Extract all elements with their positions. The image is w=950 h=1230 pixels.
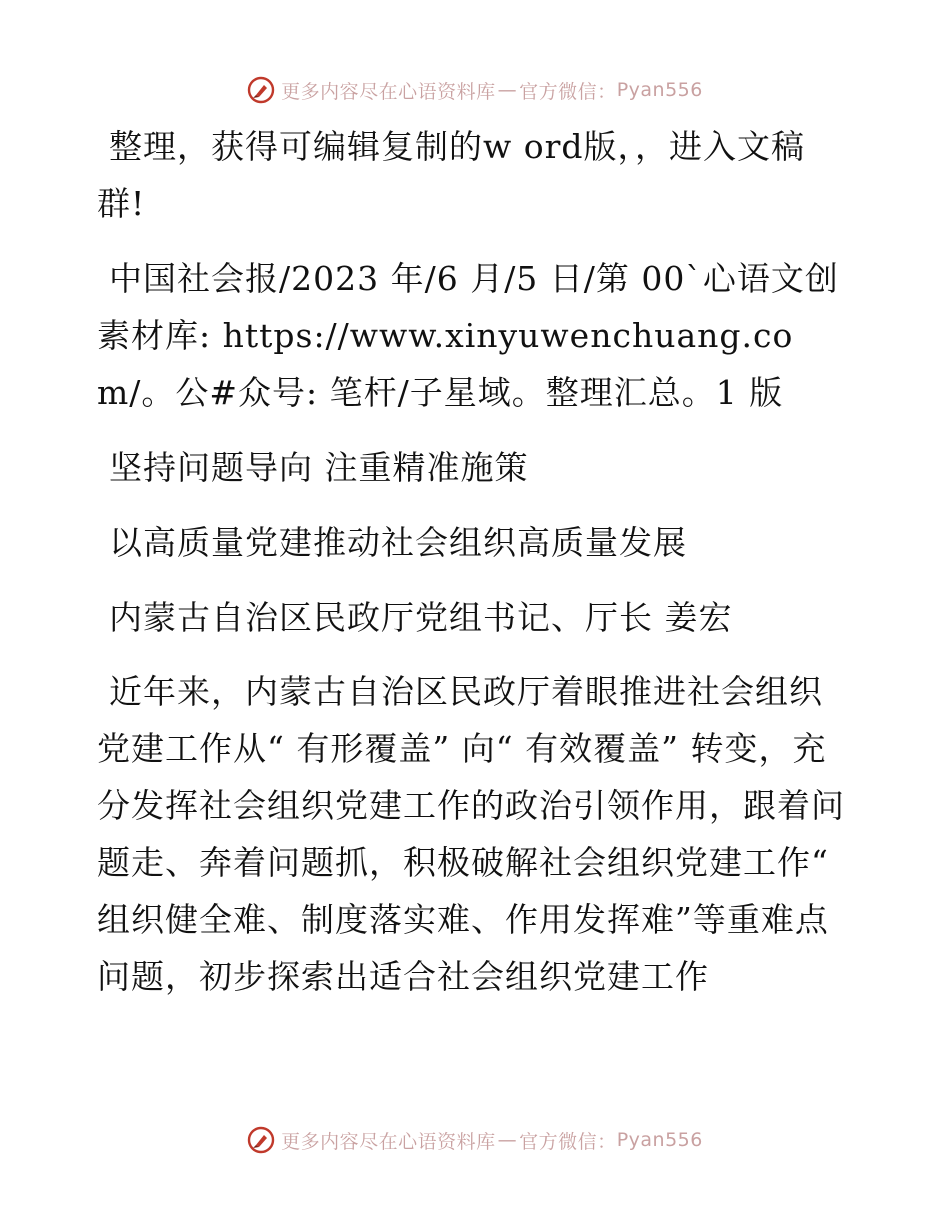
header-banner-text: 更多内容尽在心语资料库: [281, 80, 496, 103]
footer-banner-wechat-id: Pyan556: [616, 1129, 703, 1151]
footer-banner-wechat-label: 官方微信：: [519, 1130, 617, 1153]
article-headline-title: 以高质量党建推动社会组织高质量发展: [109, 523, 687, 562]
paragraph-intro-note: 整理，获得可编辑复制的w ord版，，进入文稿群!: [97, 127, 806, 223]
header-banner-wechat-id: Pyan556: [616, 79, 703, 101]
header-banner: [0, 70, 950, 110]
paragraph-source-citation: 中国社会报/2023 年/6 月/5 日/第 00`心语文创素材库: https://www.xinyuwenchuang.com/。公#众号: 笔杆/子星域。整理汇总。1 版: [97, 259, 839, 412]
footer-banner-text: 更多内容尽在心语资料库: [281, 1130, 496, 1153]
pen-nib-logo-icon: [247, 1126, 275, 1154]
article-headline-kicker: 坚持问题导向 注重精准施策: [109, 448, 529, 487]
footer-banner-separator: —: [497, 1129, 518, 1151]
header-banner-wechat-label: 官方微信：: [519, 80, 617, 103]
document-body: [97, 118, 853, 1023]
article-author-line: 内蒙古自治区民政厅党组书记、厅长 姜宏: [109, 598, 733, 637]
header-banner-separator: —: [497, 79, 518, 101]
footer-banner: [0, 1120, 950, 1160]
paragraph-article-body: 近年来，内蒙古自治区民政厅着眼推进社会组织党建工作从“ 有形覆盖” 向“ 有效覆盖” 转变，充分发挥社会组织党建工作的政治引领作用，跟着问题走、奔着问题抓，积极破解社会组织党建工作“ 组织健全难、制度落实难、作用发挥难”等重难点问题，初步探索出适合社会组织党建工作: [97, 672, 845, 996]
pen-nib-logo-icon: [247, 76, 275, 104]
